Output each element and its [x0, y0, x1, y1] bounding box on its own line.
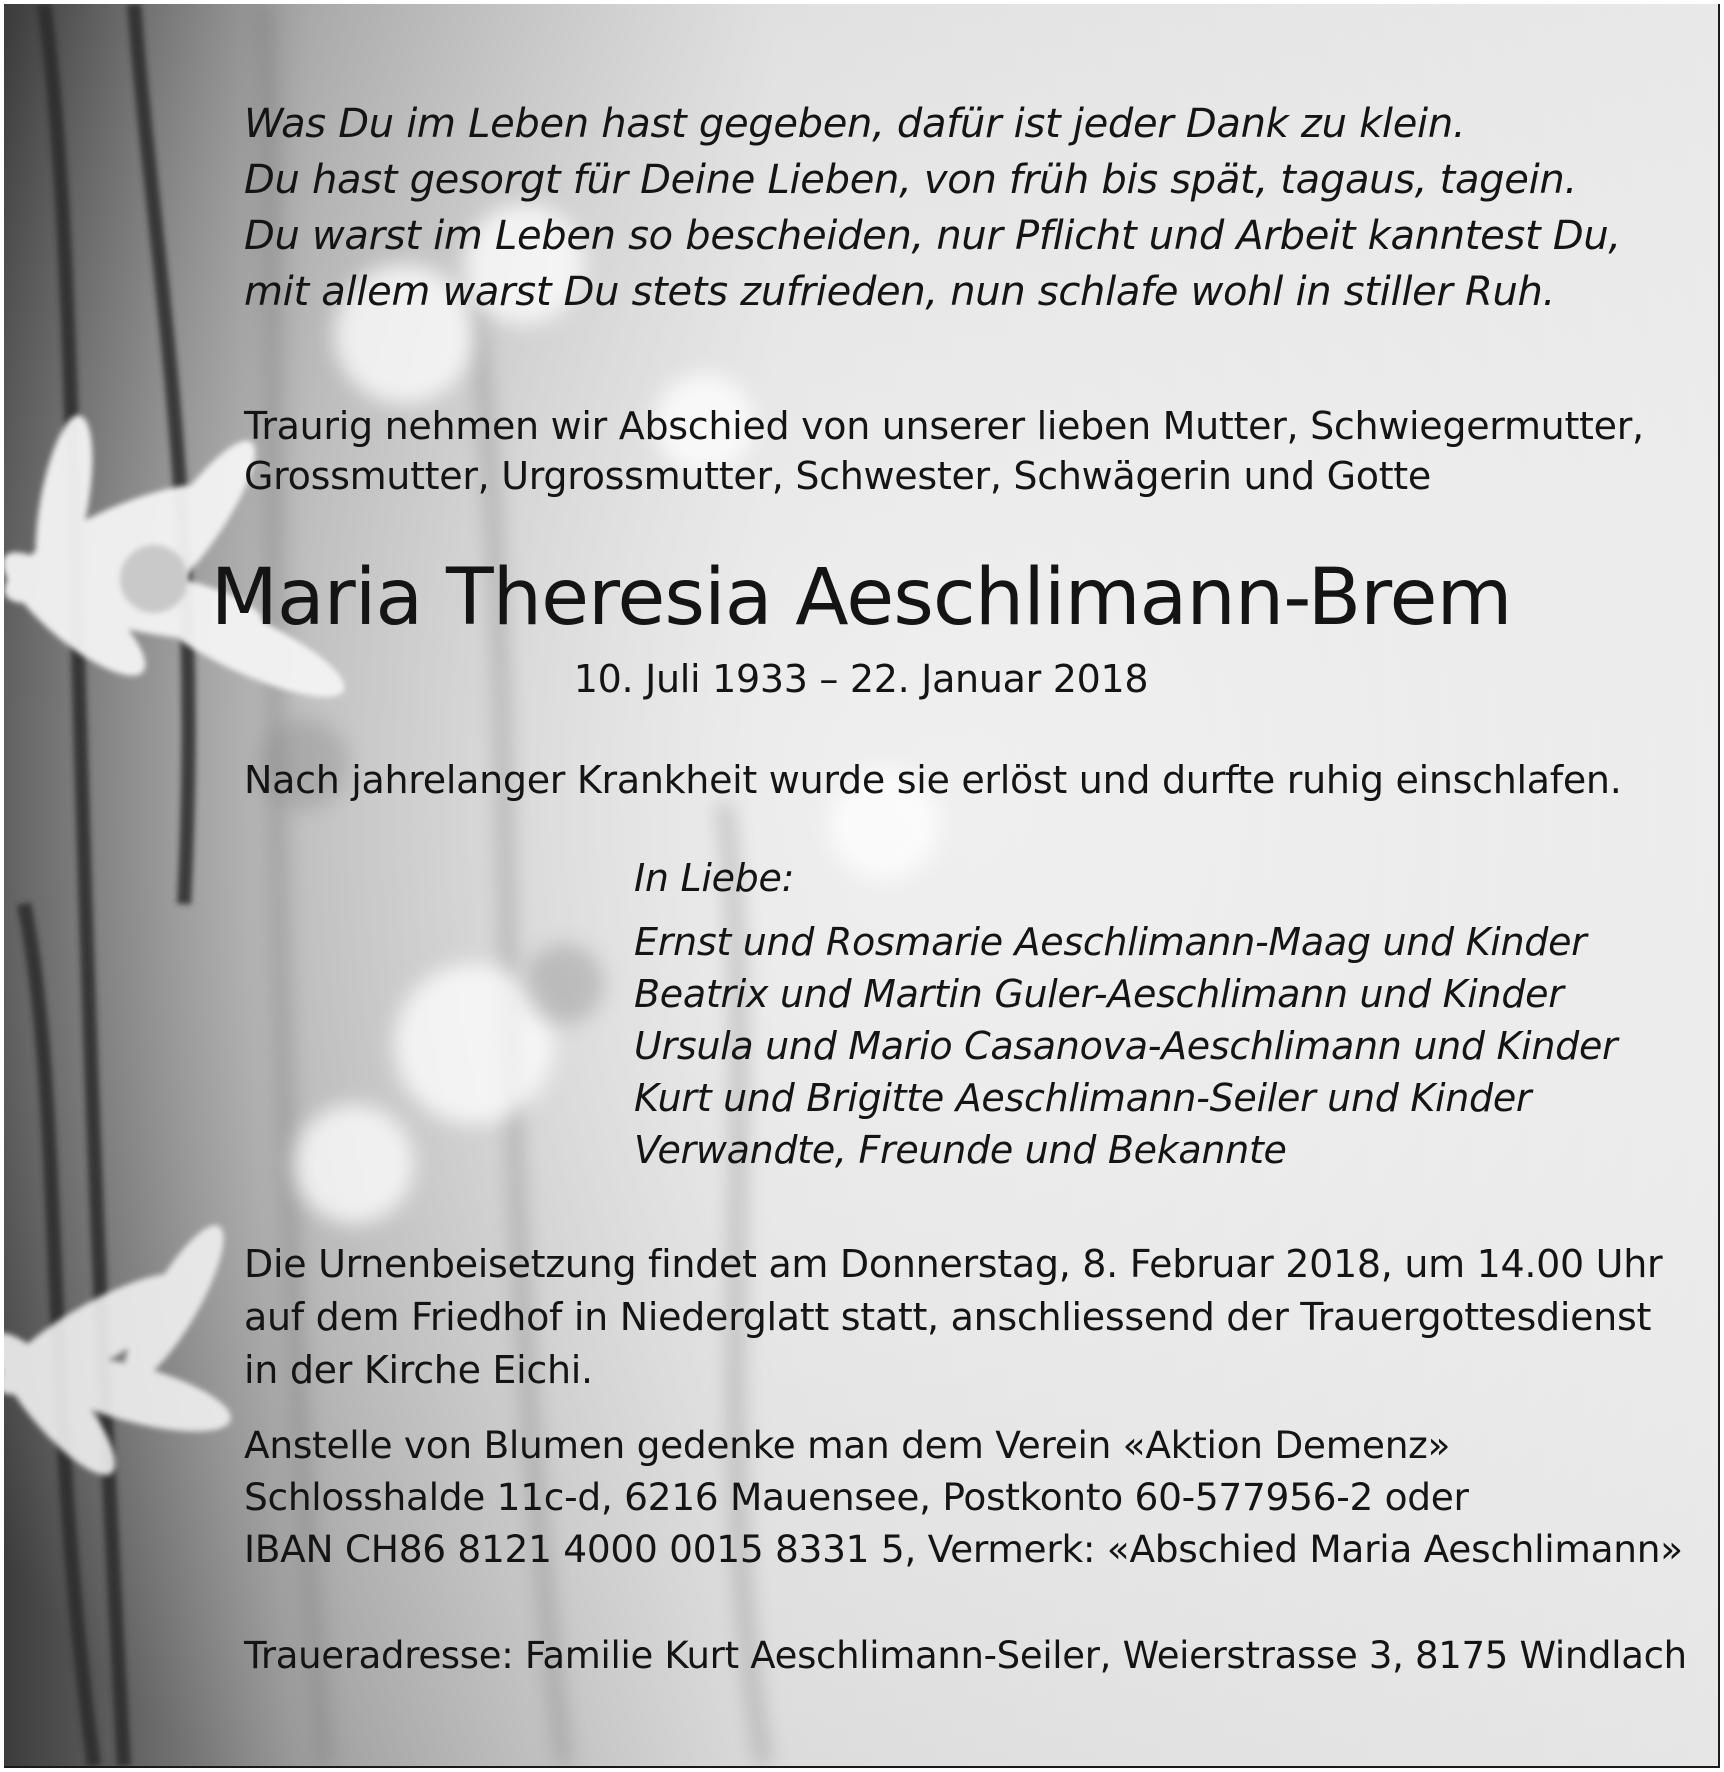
mourners-heading: In Liebe:: [634, 856, 795, 900]
donation-details: [244, 1419, 1683, 1575]
deceased-name: Maria Theresia Aeschlimann-Brem: [210, 553, 1512, 643]
release-text: Nach jahrelanger Krankheit wurde sie erlöst und durfte ruhig einschlafen.: [244, 758, 1622, 802]
mourner-entry: Ursula und Mario Casanova-Aeschlimann und Kinder: [634, 1024, 1618, 1068]
mourners-list: [634, 916, 1617, 1176]
service-details: [244, 1238, 1662, 1397]
intro-line: Grossmutter, Urgrossmutter, Schwester, Schwägerin und Gotte: [244, 454, 1431, 498]
mourner-entry: Kurt und Brigitte Aeschlimann-Seiler und Kinder: [634, 1076, 1532, 1120]
service-line: in der Kirche Eichi.: [244, 1348, 593, 1392]
intro-line: Traurig nehmen wir Abschied von unserer lieben Mutter, Schwiegermutter,: [244, 404, 1644, 448]
service-line: auf dem Friedhof in Niederglatt statt, anschliessend der Trauergottesdienst: [244, 1295, 1652, 1339]
mourner-entry: Beatrix und Martin Guler-Aeschlimann und Kinder: [634, 972, 1564, 1016]
poem: [244, 96, 1621, 320]
life-dates: 10. Juli 1933 – 22. Januar 2018: [573, 657, 1149, 701]
donation-line: Anstelle von Blumen gedenke man dem Verein «Aktion Demenz»: [244, 1423, 1451, 1467]
obituary-card: [4, 4, 1720, 1768]
poem-line: Du warst im Leben so bescheiden, nur Pflicht und Arbeit kanntest Du,: [244, 213, 1621, 259]
farewell-intro: [244, 401, 1644, 501]
poem-line: Du hast gesorgt für Deine Lieben, von früh bis spät, tagaus, tagein.: [244, 157, 1577, 203]
donation-line: IBAN CH86 8121 4000 0015 8331 5, Vermerk: «Abschied Maria Aeschlimann»: [244, 1527, 1683, 1571]
donation-line: Schlosshalde 11c-d, 6216 Mauensee, Postkonto 60-577956-2 oder: [244, 1475, 1469, 1519]
mourning-address: Traueradresse: Familie Kurt Aeschlimann-Seiler, Weierstrasse 3, 8175 Windlach: [244, 1634, 1687, 1677]
mourner-entry: Verwandte, Freunde und Bekannte: [634, 1128, 1287, 1172]
poem-line: Was Du im Leben hast gegeben, dafür ist jeder Dank zu klein.: [244, 101, 1466, 147]
service-line: Die Urnenbeisetzung findet am Donnerstag, 8. Februar 2018, um 14.00 Uhr: [244, 1242, 1663, 1286]
mourner-entry: Ernst und Rosmarie Aeschlimann-Maag und Kinder: [634, 920, 1587, 964]
poem-line: mit allem warst Du stets zufrieden, nun schlafe wohl in stiller Ruh.: [244, 269, 1556, 315]
